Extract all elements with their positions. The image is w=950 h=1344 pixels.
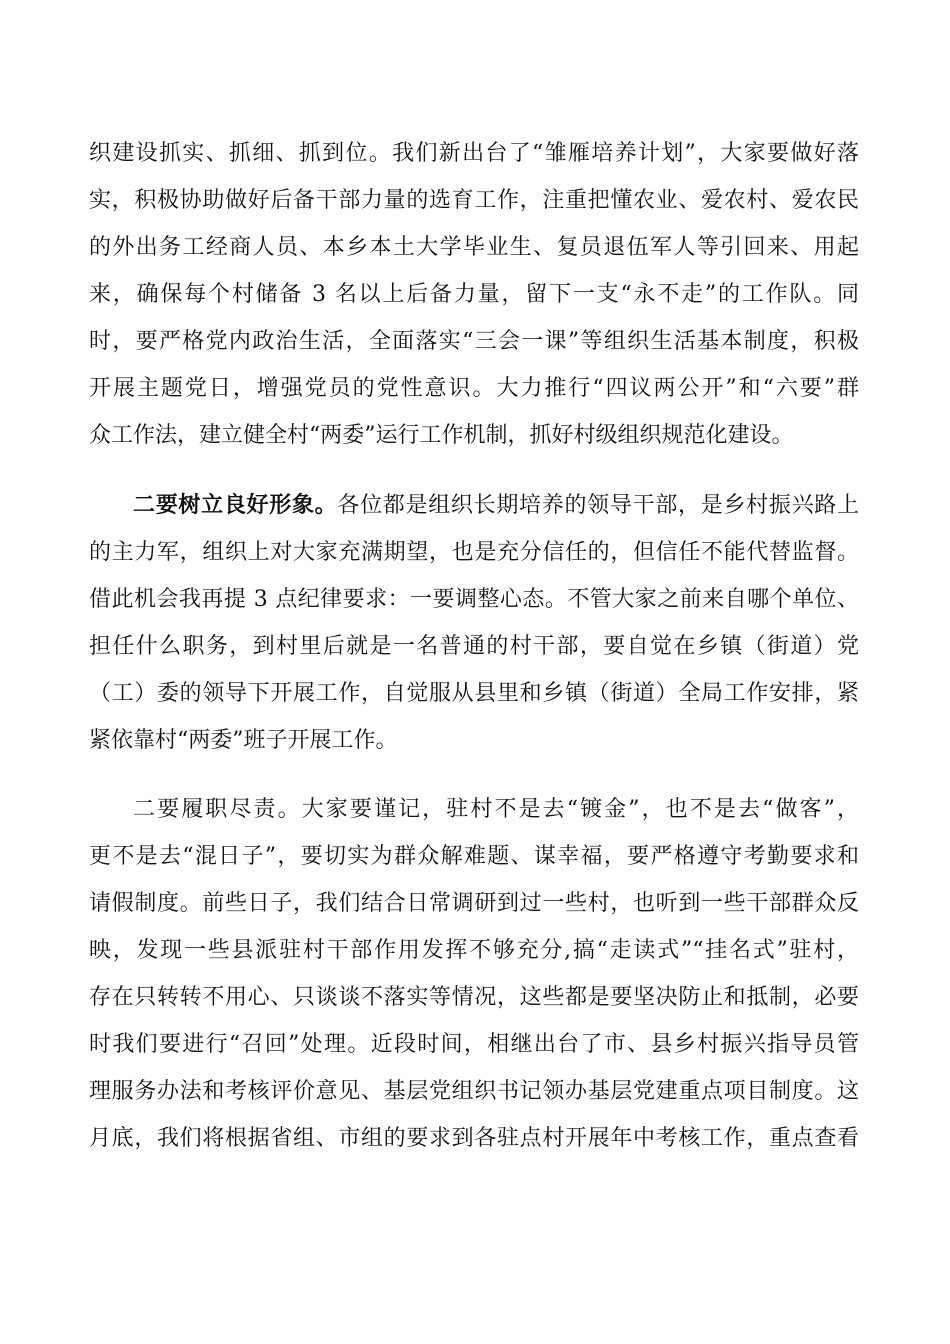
text-line: 的外出务工经商人员、本乡本土大学毕业生、复员退伍军人等引回来、用起: [89, 235, 859, 260]
text-line: 二要履职尽责。大家要谨记，驻村不是去“镀金”，也不是去“做客”，: [133, 797, 859, 822]
text-line: 织建设抓实、抓细、抓到位。我们新出台了“雏雁培养计划”，大家要做好落: [89, 141, 859, 166]
text-line: （工）委的领导下开展工作，自觉服从县里和乡镇（街道）全局工作安排，紧: [89, 681, 859, 706]
text-line: 开展主题党日，增强党员的党性意识。大力推行“四议两公开”和“六要”群: [89, 376, 859, 401]
text-line: 紧依靠村“两委”班子开展工作。: [89, 728, 398, 753]
text-line: 的主力军，组织上对大家充满期望，也是充分信任的，但信任不能代替监督。: [89, 540, 859, 565]
text-line: 映，发现一些县派驻村干部作用发挥不够充分,搞“走读式”“挂名式”驻村，: [89, 938, 859, 963]
text-line: 理服务办法和考核评价意见、基层党组织书记领办基层党建重点项目制度。这: [89, 1079, 859, 1104]
text-line: 月底，我们将根据省组、市组的要求到各驻点村开展年中考核工作，重点查看: [89, 1126, 859, 1151]
text-line: 众工作法，建立健全村“两委”运行工作机制，抓好村级组织规范化建设。: [89, 423, 794, 448]
paragraph-first-line: [133, 486, 859, 526]
text-line: 担任什么职务，到村里后就是一名普通的村干部，要自觉在乡镇（街道）党: [89, 634, 859, 659]
text-line: 实，积极协助做好后备干部力量的选育工作，注重把懂农业、爱农村、爱农民: [89, 188, 859, 213]
text-line: 来，确保每个村储备 3 名以上后备力量，留下一支“永不走”的工作队。同: [89, 282, 859, 307]
text-line: 请假制度。前些日子，我们结合日常调研到过一些村，也听到一些干部群众反: [89, 891, 859, 916]
text-line: 借此机会我再提 3 点纪律要求：一要调整心态。不管大家之前来自哪个单位、: [89, 587, 859, 612]
text-line: 时我们要进行“召回”处理。近段时间，相继出台了市、县乡村振兴指导员管: [89, 1032, 859, 1057]
text-span: 各位都是组织长期培养的领导干部，是乡村振兴路上: [337, 493, 859, 518]
text-line: 存在只转转不用心、只谈谈不落实等情况，这些都是要坚决防止和抵制，必要: [89, 985, 859, 1010]
paragraph-heading: 二要树立良好形象。: [133, 493, 338, 518]
text-line: 更不是去“混日子”，要切实为群众解难题、谋幸福，要严格遵守考勤要求和: [89, 844, 859, 869]
text-line: 时，要严格党内政治生活，全面落实“三会一课”等组织生活基本制度，积极: [89, 329, 859, 354]
